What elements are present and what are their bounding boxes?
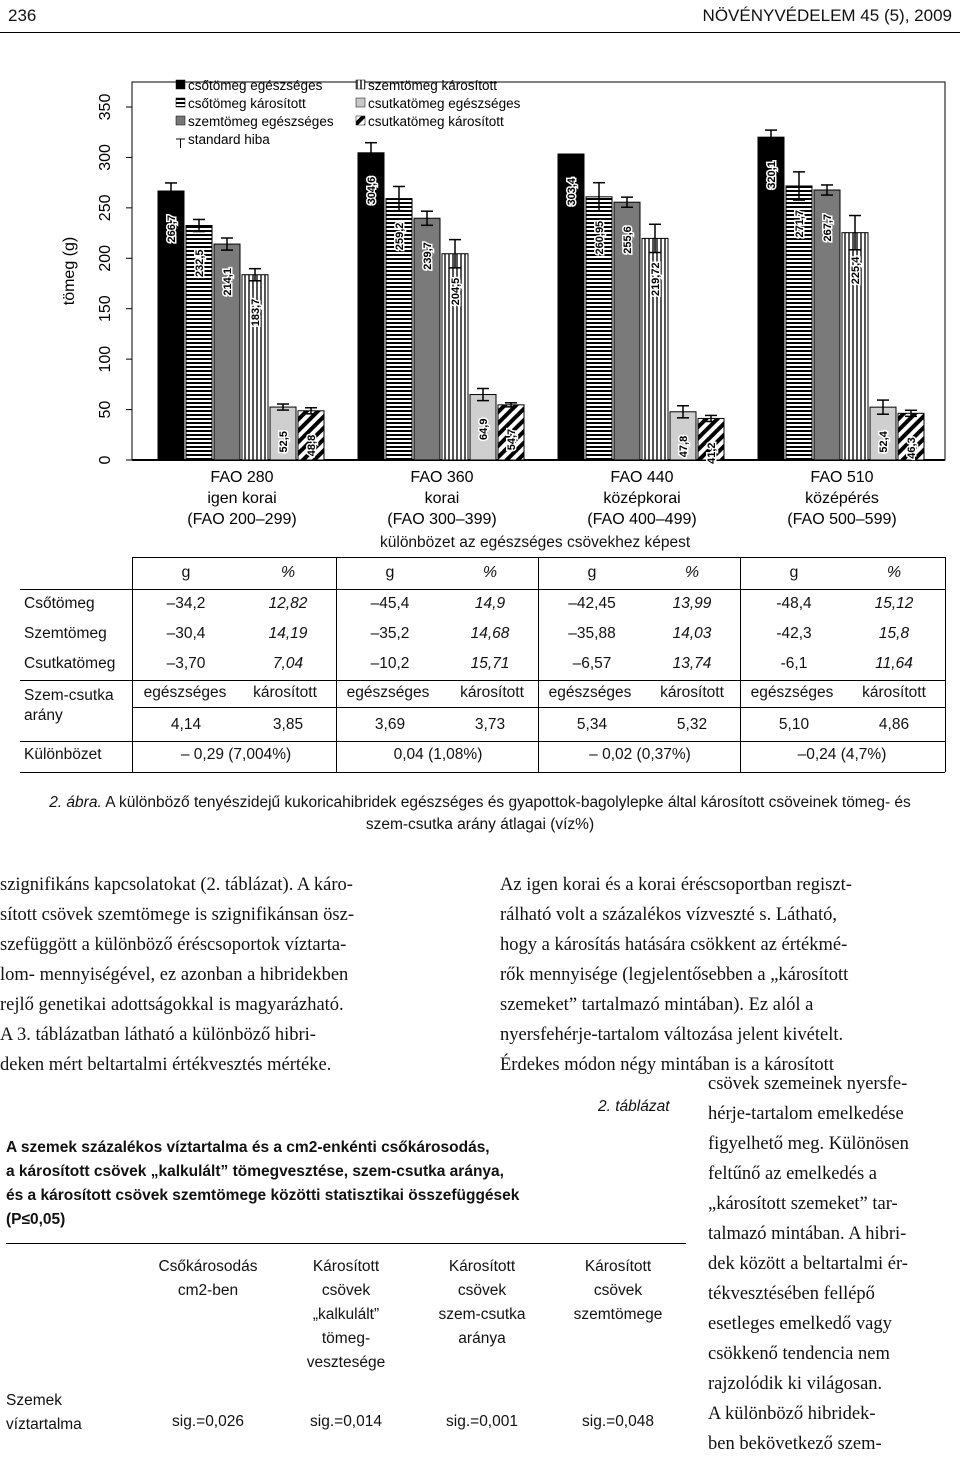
table-cell: -48,4 xyxy=(776,595,812,612)
head-line: Csőkárosodás xyxy=(158,1258,258,1275)
text-line: csökkenő tendencia nem xyxy=(708,1344,890,1364)
table1-rule xyxy=(20,741,945,742)
table2-col-head xyxy=(128,1255,288,1303)
data-label: 232,5 xyxy=(194,249,206,278)
figure-caption xyxy=(30,792,930,836)
table2-col-head xyxy=(538,1255,698,1327)
legend-swatch xyxy=(176,116,185,125)
table-cell: –42,45 xyxy=(568,595,616,612)
data-label: 41,2 xyxy=(706,442,718,464)
y-tick-label: 50 xyxy=(97,400,114,419)
text-line: szignifikáns kapcsolatokat (2. táblázat). A káro- xyxy=(0,875,353,895)
ratio-head: egészséges xyxy=(143,684,227,701)
group-label: (FAO 400–499) xyxy=(587,511,697,528)
text-line: szefüggött a különböző éréscsoportok víztarta- xyxy=(0,935,347,955)
data-label: 183,7 xyxy=(250,298,262,327)
legend-swatch xyxy=(356,80,365,89)
unit-label: % xyxy=(482,564,498,581)
text-line: rajzolódik ki világosan. xyxy=(708,1374,883,1394)
data-label: 260,95 xyxy=(594,220,606,255)
group-label: (FAO 500–599) xyxy=(787,511,897,528)
table-cell: 15,71 xyxy=(470,655,510,672)
table-cell: 13,99 xyxy=(672,595,712,612)
head-line: aránya xyxy=(458,1330,506,1347)
text-line: Érdekes módon négy mintában is a károsított xyxy=(500,1055,834,1075)
ratio-value: 5,32 xyxy=(676,716,708,733)
text-line: feltűnő az emelkedés a xyxy=(708,1164,877,1184)
table-cell: 14,03 xyxy=(672,625,712,642)
table2-title-line: és a károsított csövek szemtömege közötti statisztikai összefüggések xyxy=(6,1187,520,1204)
text-line: csövek szemeinek nyersfe- xyxy=(708,1074,908,1094)
text-line: lom- mennyiségével, ez azonban a hibridekben xyxy=(0,965,349,985)
legend-label: csutkatömeg károsított xyxy=(368,114,504,129)
legend-label: csőtömeg károsított xyxy=(188,96,306,111)
head-line: csövek xyxy=(321,1282,371,1299)
ratio-head: károsított xyxy=(862,684,926,701)
label-line: víztartalma xyxy=(6,1416,82,1433)
head-line: szem-csutka xyxy=(438,1306,526,1323)
table-cell: -6,1 xyxy=(780,655,808,672)
y-tick-label: 200 xyxy=(97,244,114,272)
y-tick-label: 250 xyxy=(97,194,114,222)
ratio-head: károsított xyxy=(460,684,524,701)
group-label: középkorai xyxy=(603,490,681,507)
data-label: 219,72 xyxy=(650,262,662,297)
legend-label: csutkatömeg egészséges xyxy=(368,96,521,111)
head-line: vesztesége xyxy=(306,1354,386,1371)
text-line: Az igen korai és a korai éréscsoportban regiszt- xyxy=(500,875,852,895)
header-rule xyxy=(0,32,960,33)
row-label: Szemtömeg xyxy=(24,625,107,642)
diff-value: –0,24 (4,7%) xyxy=(797,746,887,763)
data-label: 266,7 xyxy=(166,215,178,243)
label-line: Szemek xyxy=(6,1392,62,1409)
table-cell: –35,2 xyxy=(370,625,410,642)
data-label: 267,7 xyxy=(822,214,834,242)
group-label: FAO 510 xyxy=(810,469,874,486)
ratio-value: 3,73 xyxy=(474,716,506,733)
side-column-text xyxy=(708,1069,958,1459)
group-label: korai xyxy=(424,490,460,507)
group-label: FAO 280 xyxy=(210,469,274,486)
caption-text: A különböző tenyészidejű kukoricahibridek egészséges és gyapottok-bagolylepke által károsított csöveinek tömeg- és szem-csutka arány átlagai (víz%) xyxy=(105,794,911,833)
table-cell: 14,68 xyxy=(470,625,510,642)
table-cell: –34,2 xyxy=(166,595,206,612)
table2-top-rule xyxy=(6,1243,686,1244)
y-axis-label: tömeg (g) xyxy=(61,236,78,306)
table-cell: 14,9 xyxy=(474,595,506,612)
table1-rule xyxy=(20,772,945,773)
unit-label: g xyxy=(385,564,395,581)
data-label: 239,7 xyxy=(422,242,434,270)
ratio-value: 3,69 xyxy=(374,716,406,733)
data-label: 225,4 xyxy=(850,256,862,285)
table1-divider xyxy=(336,557,337,772)
table2-title-line: (P≤0,05) xyxy=(6,1211,66,1228)
text-line: A 3. táblázatban látható a különböző hibri- xyxy=(0,1025,316,1045)
left-column-text xyxy=(0,870,465,1080)
table2-title xyxy=(6,1136,686,1232)
data-label: 52,5 xyxy=(278,431,290,453)
table2-value: sig.=0,001 xyxy=(446,1413,518,1430)
ratio-head: egészséges xyxy=(750,684,834,701)
ratio-value: 5,34 xyxy=(576,716,608,733)
ratio-head: egészséges xyxy=(346,684,430,701)
head-line: cm2-ben xyxy=(177,1282,239,1299)
group-label: (FAO 200–299) xyxy=(187,511,297,528)
text-line: figyelhető meg. Különösen xyxy=(708,1134,909,1154)
journal-title: NÖVÉNYVÉDELEM 45 (5), 2009 xyxy=(702,6,952,25)
group-label: FAO 440 xyxy=(610,469,674,486)
unit-label: g xyxy=(181,564,191,581)
table1-divider xyxy=(132,557,133,772)
ratio-head: egészséges xyxy=(548,684,632,701)
text-line: nyersfehérje-tartalom változása jelent kivételt. xyxy=(500,1025,844,1045)
data-label: 204,5 xyxy=(450,277,462,306)
ratio-label: Szem-csutka xyxy=(24,687,114,704)
legend-swatch xyxy=(356,98,365,107)
ratio-head: károsított xyxy=(660,684,724,701)
head-line: csövek xyxy=(593,1282,643,1299)
data-label: 48,8 xyxy=(306,434,318,457)
table1-rule xyxy=(20,589,945,590)
page-number: 236 xyxy=(8,6,37,25)
y-tick-label: 300 xyxy=(97,144,114,171)
head-line: Károsított xyxy=(448,1258,516,1275)
diff-label: Különbözet xyxy=(24,746,102,763)
ratio-value: 4,86 xyxy=(878,716,910,733)
text-line: rálható volt a százalékos vízveszté s. Látható, xyxy=(500,905,837,925)
data-label: 46,3 xyxy=(906,437,918,459)
table-cell: –10,2 xyxy=(370,655,410,672)
table2-value: sig.=0,014 xyxy=(310,1413,382,1430)
legend-swatch xyxy=(356,116,365,125)
diff-value: – 0,02 (0,37%) xyxy=(589,746,691,763)
text-line: A különböző hibridek- xyxy=(708,1404,876,1424)
data-label: 259,2 xyxy=(394,222,406,251)
group-label: igen korai xyxy=(207,490,277,507)
data-label: 304,6 xyxy=(366,176,378,205)
diff-value: 0,04 (1,08%) xyxy=(393,746,483,763)
unit-label: % xyxy=(684,564,700,581)
ratio-value: 5,10 xyxy=(778,716,810,733)
legend-label: szemtömeg egészséges xyxy=(188,114,334,129)
table-cell: 7,04 xyxy=(272,655,304,672)
table-cell: –3,70 xyxy=(166,655,206,672)
legend-label: csőtömeg egészséges xyxy=(188,78,323,93)
y-tick-label: 350 xyxy=(97,93,114,121)
legend-label: szemtömeg károsított xyxy=(368,78,498,93)
table-cell: 13,74 xyxy=(672,655,712,672)
legend-label: standard hiba xyxy=(188,132,270,147)
text-line: hogy a károsítás hatására csökkent az értékmé- xyxy=(500,935,848,955)
data-label: 320,1 xyxy=(766,161,778,189)
table-cell: -42,3 xyxy=(776,625,812,642)
text-line: dek között a beltartalmi ér- xyxy=(708,1254,908,1274)
table-cell: 12,82 xyxy=(268,595,308,612)
unit-label: g xyxy=(587,564,597,581)
text-line: rejlő genetikai adottságokkal is magyarázható. xyxy=(0,995,344,1015)
data-label: 64,9 xyxy=(478,418,490,440)
caption-label: 2. ábra. xyxy=(49,794,102,811)
table-cell: 15,8 xyxy=(878,625,910,642)
group-label: középérés xyxy=(805,490,879,507)
ratio-head: károsított xyxy=(253,684,317,701)
data-label: 271,7 xyxy=(794,209,806,238)
table1-divider xyxy=(538,557,539,772)
group-label: FAO 360 xyxy=(410,469,474,486)
table2-row-label xyxy=(6,1389,82,1437)
table-cell: –30,4 xyxy=(166,625,206,642)
head-line: Károsított xyxy=(312,1258,380,1275)
table1-rule xyxy=(20,680,945,681)
text-line: ben bekövetkező szem- xyxy=(708,1434,882,1454)
ratio-value: 4,14 xyxy=(170,716,202,733)
head-line: tömeg- xyxy=(321,1330,371,1347)
table2-number: 2. táblázat xyxy=(598,1098,670,1115)
head-line: „kalkulált” xyxy=(312,1306,380,1323)
table2-title-line: a károsított csövek „kalkulált” tömegvesztése, szem-csutka aránya, xyxy=(6,1163,504,1180)
text-line: hérje-tartalom emelkedése xyxy=(708,1104,904,1124)
text-line: esetleges emelkedő vagy xyxy=(708,1314,892,1334)
head-line: szemtömege xyxy=(573,1306,663,1323)
text-line: rők mennyisége (legjelentősebben a „károsított xyxy=(500,965,849,985)
data-label: 52,4 xyxy=(878,431,890,453)
bar-chart xyxy=(0,70,960,550)
table2-value: sig.=0,048 xyxy=(582,1413,654,1430)
table1-divider xyxy=(945,557,946,772)
table1-divider xyxy=(740,557,741,772)
y-tick-label: 100 xyxy=(97,345,114,373)
table2-title-line: A szemek százalékos víztartalma és a cm2-enkénti csőkárosodás, xyxy=(6,1139,490,1156)
head-line: Károsított xyxy=(584,1258,652,1275)
y-tick-label: 150 xyxy=(97,295,114,323)
ratio-value: 3,85 xyxy=(272,716,304,733)
data-label: 214,1 xyxy=(222,268,234,296)
row-label: Csutkatömeg xyxy=(24,655,116,672)
data-label: 303,4 xyxy=(566,177,578,206)
unit-label: g xyxy=(789,564,799,581)
data-label: 54,7 xyxy=(506,428,518,451)
table-cell: 11,64 xyxy=(875,655,913,672)
table-cell: –35,88 xyxy=(568,625,616,642)
text-line: „károsított szemeket” tar- xyxy=(708,1194,898,1214)
legend-swatch xyxy=(176,98,185,107)
ratio-label: arány xyxy=(24,707,63,724)
diff-value: – 0,29 (7,004%) xyxy=(180,746,292,763)
group-label: (FAO 300–399) xyxy=(387,511,497,528)
y-tick-label: 0 xyxy=(97,455,114,465)
unit-label: % xyxy=(280,564,296,581)
table1-title: különbözet az egészséges csövekhez képest xyxy=(380,534,691,551)
table-cell: –6,57 xyxy=(572,655,612,672)
unit-label: % xyxy=(886,564,902,581)
table-cell: 14,19 xyxy=(268,625,308,642)
row-label: Csőtömeg xyxy=(24,595,95,612)
data-label: 255,6 xyxy=(622,226,634,254)
text-line: sított csövek szemtömege is szignifikánsan ösz- xyxy=(0,905,354,925)
table-cell: –45,4 xyxy=(370,595,410,612)
head-line: csövek xyxy=(457,1282,507,1299)
legend-swatch xyxy=(176,80,185,89)
text-line: deken mért beltartalmi értékvesztés mértéke. xyxy=(0,1055,332,1075)
data-label: 47,8 xyxy=(678,435,690,458)
text-line: szemeket” tartalmazó mintában). Ez alól a xyxy=(500,995,814,1015)
text-line: tékvesztésében fellépő xyxy=(708,1284,875,1304)
table2-value: sig.=0,026 xyxy=(172,1413,244,1430)
right-column-text xyxy=(500,870,958,1080)
text-line: talmazó mintában. A hibri- xyxy=(708,1224,907,1244)
table-cell: 15,12 xyxy=(874,595,914,612)
